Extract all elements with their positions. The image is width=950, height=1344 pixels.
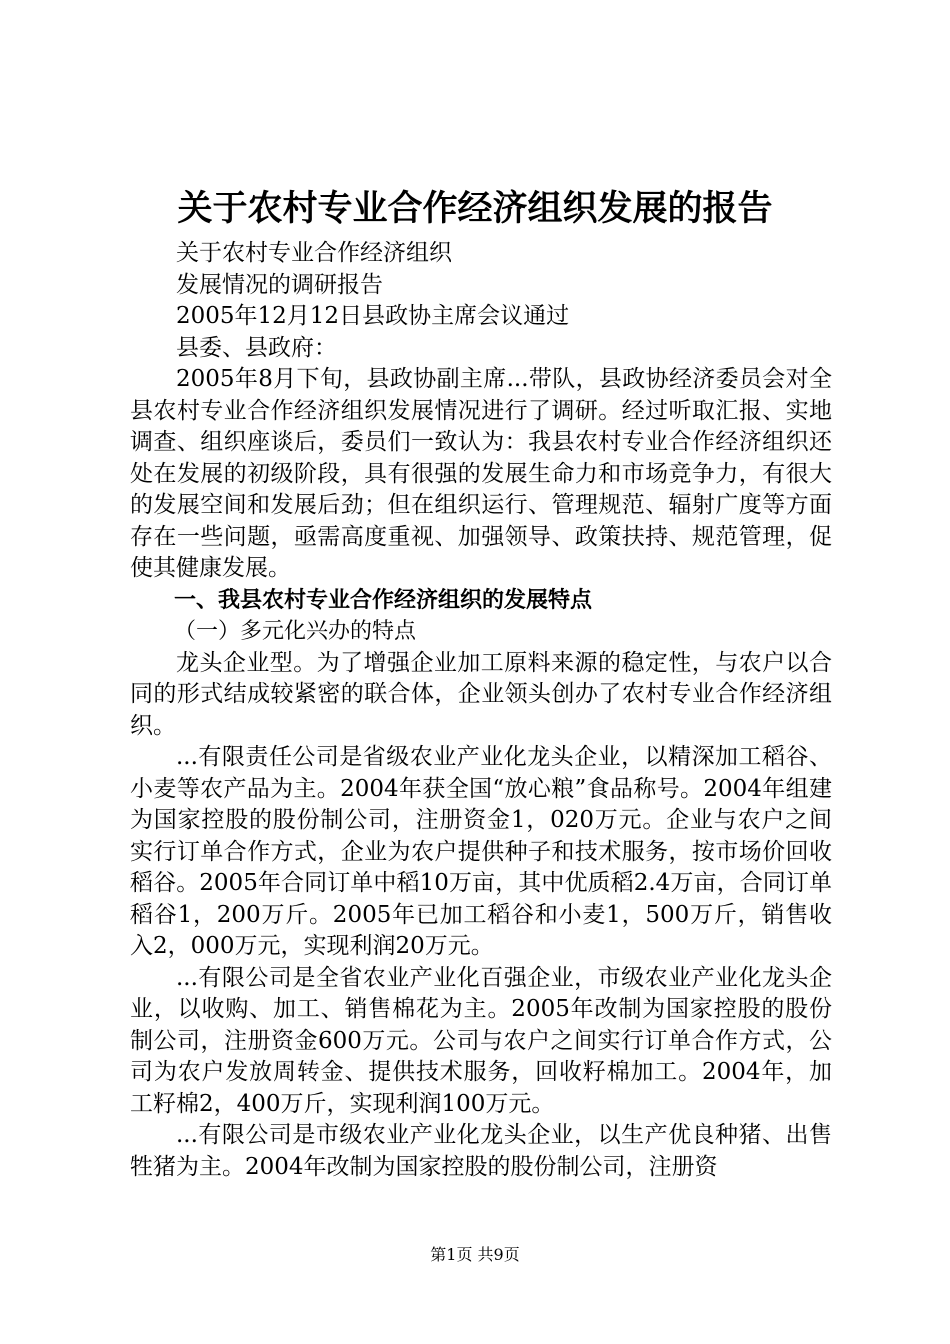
document-title: 关于农村专业合作经济组织发展的报告 bbox=[177, 189, 773, 229]
section-heading-1: 一、我县农村专业合作经济组织的发展特点 bbox=[174, 587, 593, 613]
section-paragraph-1: 龙头企业型。为了增强企业加工原料来源的稳定性，与农户以合同的形式结成较紧密的联合体，企业领头创办了农村专业合作经济组织。 bbox=[130, 649, 832, 739]
subsection-heading-1: （一）多元化兴办的特点 bbox=[174, 619, 417, 644]
section-paragraph-3: ...有限公司是全省农业产业化百强企业，市级农业产业化龙头企业，以收购、加工、销售棉花为主。2005年改制为国家控股的股份制公司，注册资金600万元。公司与农户之间实行订单合作方式，公司为农户发放周转金、提供技术服务，回收籽棉加工。2004年，加工籽棉2，400万斤，实现利润100万元。 bbox=[130, 964, 832, 1117]
approval-date-line: 2005年12月12日县政协主席会议通过 bbox=[176, 303, 570, 329]
subtitle-line-1: 关于农村专业合作经济组织 bbox=[176, 240, 452, 266]
section-paragraph-2: ...有限责任公司是省级农业产业化龙头企业，以精深加工稻谷、小麦等农产品为主。2004年获全国“放心粮”食品称号。2004年组建为国家控股的股份制公司，注册资金1，020万元。企业与农户之间实行订单合作方式，企业为农户提供种子和技术服务，按市场价回收稻谷。2005年合同订单中稻10万亩，其中优质稻2.4万亩，合同订单稻谷1，200万斤。2005年已加工稻谷和小麦1，500万斤，销售收入2，000万元，实现利润20万元。 bbox=[130, 744, 832, 959]
subtitle-line-2: 发展情况的调研报告 bbox=[176, 271, 383, 298]
page-number-footer: 第1页 共9页 bbox=[430, 1245, 520, 1264]
section-paragraph-4: ...有限公司是市级农业产业化龙头企业，以生产优良种猪、出售牲猪为主。2004年改制为国家控股的股份制公司，注册资 bbox=[130, 1122, 832, 1180]
intro-paragraph: 2005年8月下旬，县政协副主席...带队，县政协经济委员会对全县农村专业合作经济组织发展情况进行了调研。经过听取汇报、实地调查、组织座谈后，委员们一致认为：我县农村专业合作经济组织还处在发展的初级阶段，具有很强的发展生命力和市场竞争力，有很大的发展空间和发展后劲；但在组织运行、管理规范、辐射广度等方面存在一些问题，亟需高度重视、加强领导、政策扶持、规范管理，促使其健康发展。 bbox=[130, 366, 832, 581]
document-body bbox=[130, 238, 832, 1183]
salutation: 县委、县政府： bbox=[176, 334, 337, 361]
